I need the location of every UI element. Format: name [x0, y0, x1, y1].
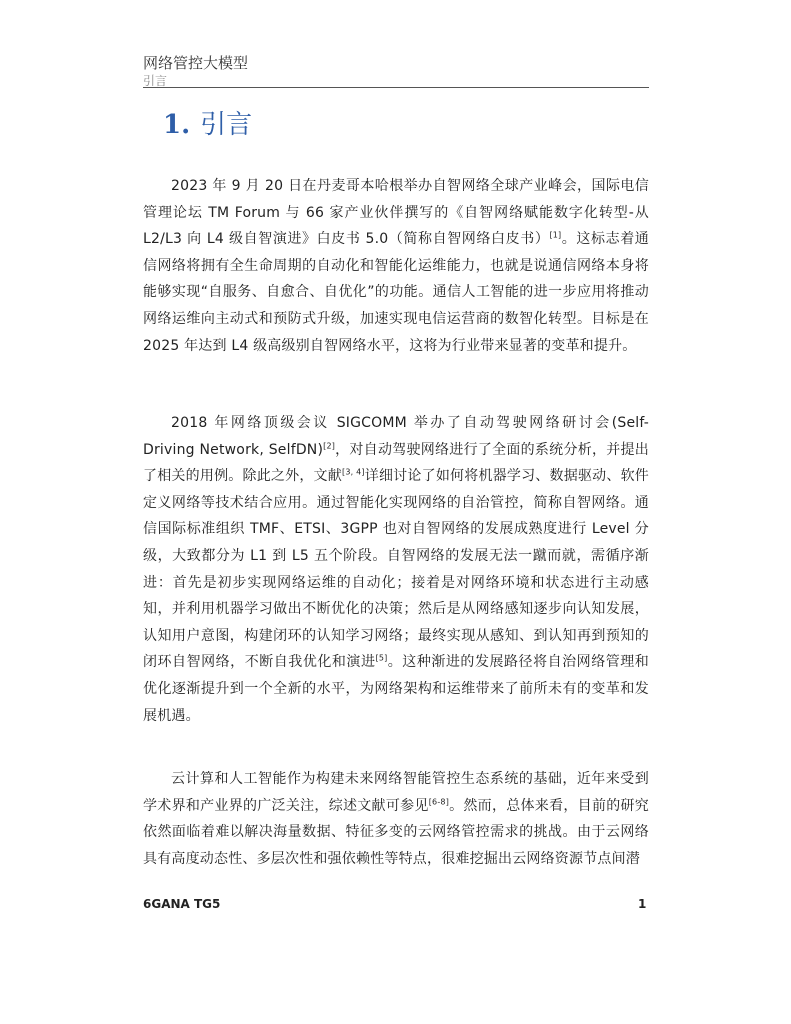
footer-label: 6GANA TG5 [143, 897, 221, 911]
section-title: 引言 [200, 110, 253, 140]
citation: [6-8] [428, 796, 450, 806]
paragraph-text: 2018 年网络顶级会议 SIGCOMM 举办了自动驾驶网络研讨会(Self-Driving Network, SelfDN) [143, 415, 649, 458]
citation: [3, 4] [342, 467, 365, 477]
section-number: 1. [163, 110, 191, 140]
paragraph [143, 173, 649, 359]
paragraph [143, 410, 649, 729]
running-header-subtitle: 引言 [143, 74, 168, 88]
paragraph-text: 。然而，总体来看，目前的研究依然面临着难以解决海量数据、特征多变的云网络管控需求的挑战。由于云网络具有高度动态性、多层次性和强依赖性等特点，很难挖掘出云网络资源节点间潜 [143, 797, 649, 867]
page-number: 1 [638, 897, 647, 911]
paragraph-text: 2023 年 9 月 20 日在丹麦哥本哈根举办自智网络全球产业峰会，国际电信管理论坛 TM Forum 与 66 家产业伙伴撰写的《自智网络赋能数字化转型-从 L2/L3 向 L4 级自智演进》白皮书 5.0（简称自智网络白皮书） [143, 178, 649, 248]
paragraph-text: 。这种渐进的发展路径将自治网络管理和优化逐渐提升到一个全新的水平，为网络架构和运维带来了前所未有的变革和发展机遇。 [143, 654, 649, 724]
paragraph-text: ，对自动驾驶网络进行了全面的系统分析，并提出了相关的用例。除此之外，文献 [143, 441, 649, 485]
header-divider [143, 87, 649, 88]
citation: [2] [323, 440, 336, 450]
paragraph [143, 766, 649, 872]
running-header-title: 网络管控大模型 [143, 54, 249, 72]
paragraph-text: 云计算和人工智能作为构建未来网络智能管控生态系统的基础，近年来受到学术界和产业界的广泛关注，综述文献可参见 [143, 771, 649, 814]
paragraph-text: 。这标志着通信网络将拥有全生命周期的自动化和智能化运维能力，也就是说通信网络本身将能够实现“自服务、自愈合、自优化”的功能。通信人工智能的进一步应用将推动网络运维向主动式和预防式升级，加速实现电信运营商的数智化转型。目标是在 2025 年达到 L4 级高级别自智网络水平，这将为行业带来显著的变革和提升。 [143, 231, 650, 354]
paragraph-text: 详细讨论了如何将机器学习、数据驱动、软件定义网络等技术结合应用。通过智能化实现网络的自治管控，简称自智网络。通信国际标准组织 TMF、ETSI、3GPP 也对自智网络的发展成熟度进行 Level 分级，大致都分为 L1 到 L5 五个阶段。自智网络的发展无法一蹴而就，需循序渐进：首先是初步实现网络运维的自动化；接着是对网络环境和状态进行主动感知，并利用机器学习做出不断优化的决策；然后是从网络感知逐步向认知发展，认知用户意图，构建闭环的认知学习网络；最终实现从感知、到认知再到预知的闭环自智网络，不断自我优化和演进 [143, 468, 650, 671]
citation: [1] [549, 230, 562, 240]
section-heading [163, 104, 252, 141]
citation: [5] [375, 653, 388, 663]
